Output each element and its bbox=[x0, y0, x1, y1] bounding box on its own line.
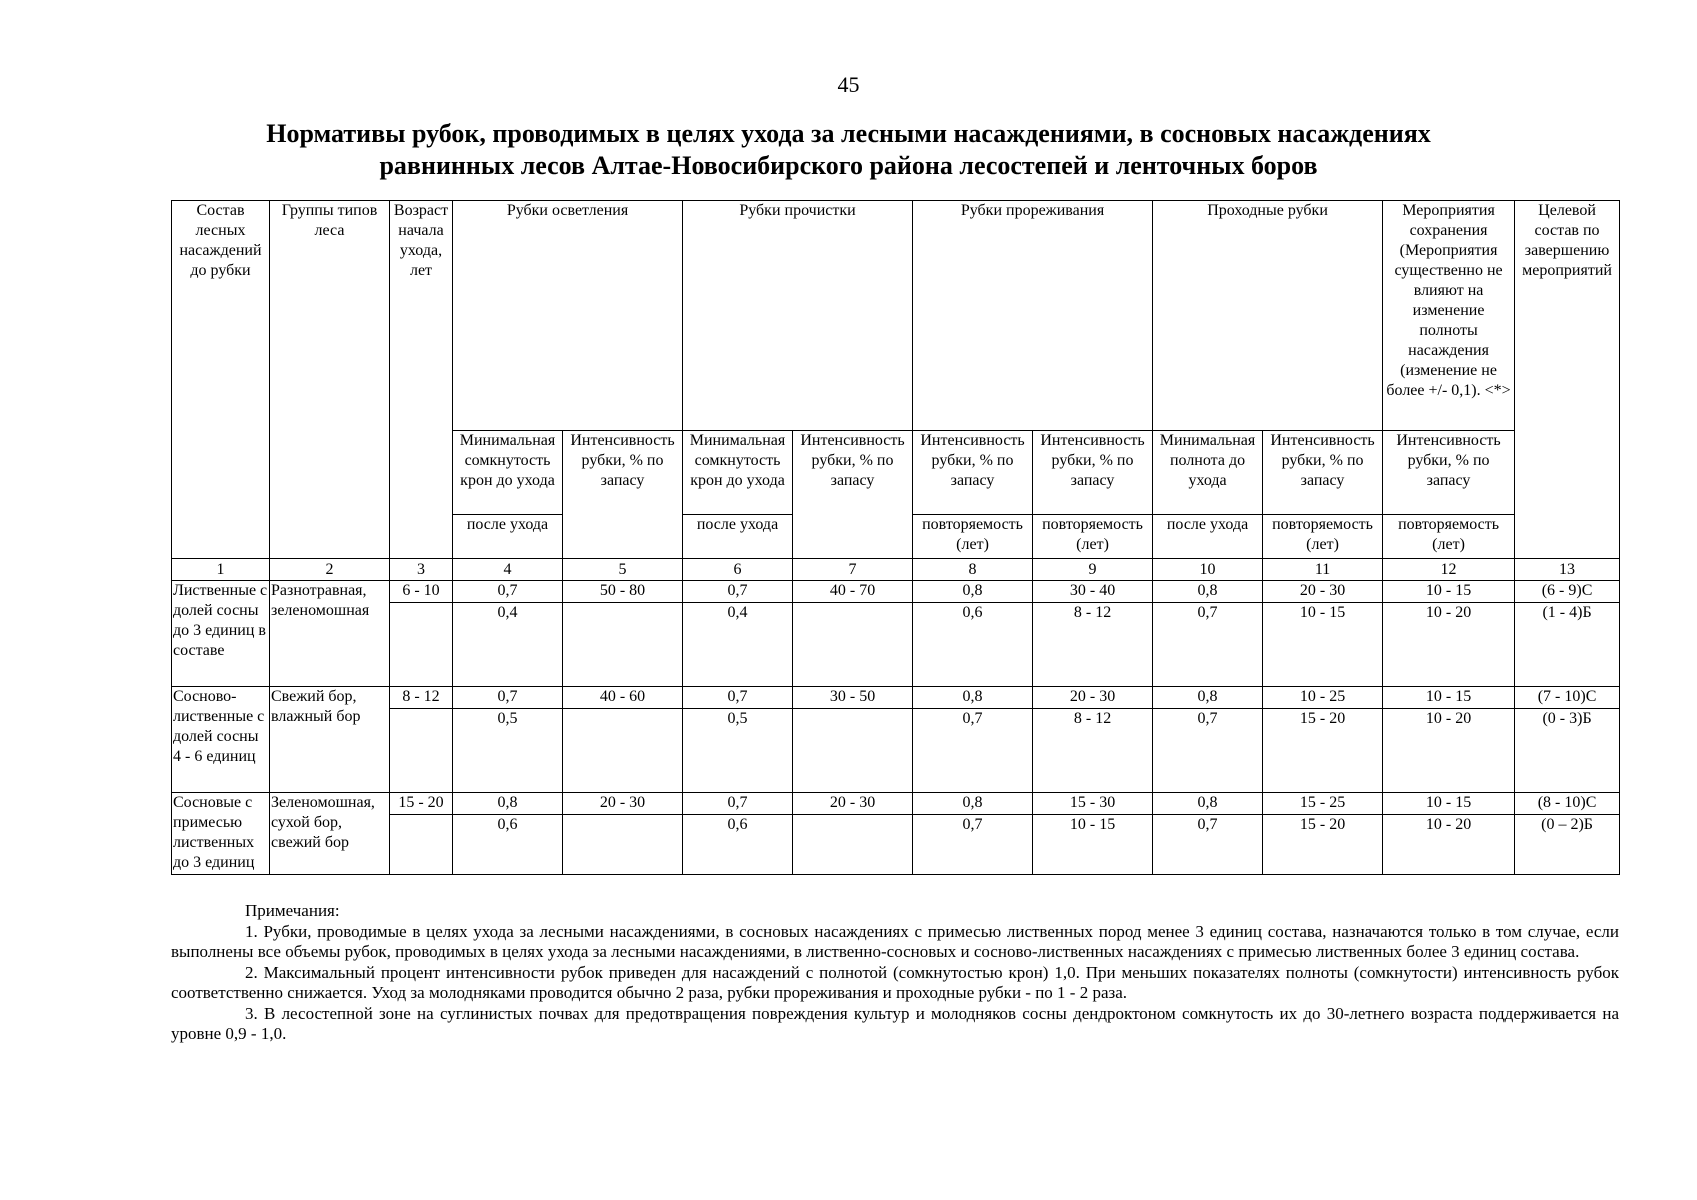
value-cell: 20 - 30 bbox=[1263, 581, 1383, 603]
header-recurrence: повторяемость (лет) bbox=[1033, 515, 1153, 559]
page-title bbox=[150, 118, 1547, 182]
value-cell bbox=[793, 815, 913, 875]
column-number: 3 bbox=[390, 559, 453, 581]
value-cell: 15 - 25 bbox=[1263, 793, 1383, 815]
header-after-care: после ухода bbox=[453, 515, 563, 559]
header-preservation: Мероприятия сохранения (Мероприятия существенно не влияют на изменение полноты насаждения (изменение не более +/- 0,1). <*> bbox=[1383, 201, 1515, 431]
target-cell: (1 - 4)Б bbox=[1515, 603, 1620, 687]
value-cell bbox=[793, 709, 913, 793]
table-row bbox=[172, 687, 1620, 709]
value-cell: 40 - 60 bbox=[563, 687, 683, 709]
value-cell: 0,5 bbox=[453, 709, 563, 793]
age-cell: 8 - 12 bbox=[390, 687, 453, 709]
column-number: 8 bbox=[913, 559, 1033, 581]
note-item: 2. Максимальный процент интенсивности рубок приведен для насаждений с полнотой (сомкнутостью крон) 1,0. При меньших показателях полноты (сомкнутости) интенсивность рубок соответственно снижается. Уход за молодняками проводится обычно 2 раза, рубки прореживания и проходные рубки - по 1 - 2 раза. bbox=[171, 962, 1619, 1002]
age-cell: 15 - 20 bbox=[390, 793, 453, 815]
value-cell: 0,6 bbox=[683, 815, 793, 875]
value-cell: 0,8 bbox=[1153, 581, 1263, 603]
target-cell: (6 - 9)С bbox=[1515, 581, 1620, 603]
value-cell: 30 - 50 bbox=[793, 687, 913, 709]
value-cell: 15 - 30 bbox=[1033, 793, 1153, 815]
value-cell: 0,8 bbox=[453, 793, 563, 815]
value-cell: 15 - 20 bbox=[1263, 709, 1383, 793]
value-cell: 0,6 bbox=[453, 815, 563, 875]
value-cell: 10 - 15 bbox=[1383, 687, 1515, 709]
value-cell: 0,8 bbox=[913, 793, 1033, 815]
header-recurrence: повторяемость (лет) bbox=[1383, 515, 1515, 559]
value-cell: 10 - 15 bbox=[1383, 793, 1515, 815]
header-age: Возраст начала ухода, лет bbox=[390, 201, 453, 559]
target-cell: (8 - 10)С bbox=[1515, 793, 1620, 815]
header-min-density: Минимальная полнота до ухода bbox=[1153, 431, 1263, 515]
forest-type-cell: Свежий бор, влажный бор bbox=[270, 687, 390, 793]
value-cell: 10 - 15 bbox=[1383, 581, 1515, 603]
column-number: 11 bbox=[1263, 559, 1383, 581]
value-cell: 0,8 bbox=[1153, 793, 1263, 815]
note-item: 3. В лесостепной зоне на суглинистых почвах для предотвращения повреждения культур и молодняков сосны дендроктоном сомкнутость их до 30-летнего возраста поддерживается на уровне 0,9 - 1,0. bbox=[171, 1003, 1619, 1043]
table-row bbox=[172, 581, 1620, 603]
age-cell: 6 - 10 bbox=[390, 581, 453, 603]
value-cell: 0,8 bbox=[1153, 687, 1263, 709]
header-intensity: Интенсивность рубки, % по запасу bbox=[1263, 431, 1383, 515]
header-intensity: Интенсивность рубки, % по запасу bbox=[563, 431, 683, 559]
title-line-2: равнинных лесов Алтае-Новосибирского района лесостепей и ленточных боров bbox=[379, 151, 1318, 180]
column-number: 4 bbox=[453, 559, 563, 581]
value-cell: 20 - 30 bbox=[793, 793, 913, 815]
value-cell: 0,7 bbox=[683, 687, 793, 709]
header-cleaning: Рубки прочистки bbox=[683, 201, 913, 431]
header-after-care: после ухода bbox=[683, 515, 793, 559]
value-cell: 10 - 20 bbox=[1383, 709, 1515, 793]
column-number: 12 bbox=[1383, 559, 1515, 581]
column-number: 1 bbox=[172, 559, 270, 581]
column-number: 5 bbox=[563, 559, 683, 581]
value-cell: 0,7 bbox=[453, 687, 563, 709]
header-after-care: после ухода bbox=[1153, 515, 1263, 559]
notes-heading: Примечания: bbox=[245, 901, 340, 920]
target-cell: (7 - 10)С bbox=[1515, 687, 1620, 709]
notes-section bbox=[171, 901, 1619, 1045]
composition-cell: Сосновые с примесью лиственных до 3 единиц bbox=[172, 793, 270, 875]
header-intensity: Интенсивность рубки, % по запасу bbox=[1383, 431, 1515, 515]
value-cell: 10 - 15 bbox=[1033, 815, 1153, 875]
value-cell: 0,7 bbox=[683, 581, 793, 603]
header-intensity: Интенсивность рубки, % по запасу bbox=[793, 431, 913, 559]
forest-type-cell: Зеленомошная, сухой бор, свежий бор bbox=[270, 793, 390, 875]
value-cell: 0,7 bbox=[683, 793, 793, 815]
value-cell: 20 - 30 bbox=[563, 793, 683, 815]
column-number: 10 bbox=[1153, 559, 1263, 581]
composition-cell: Лиственные с долей сосны до 3 единиц в составе bbox=[172, 581, 270, 687]
target-cell: (0 – 2)Б bbox=[1515, 815, 1620, 875]
value-cell: 8 - 12 bbox=[1033, 603, 1153, 687]
value-cell: 10 - 25 bbox=[1263, 687, 1383, 709]
value-cell bbox=[793, 603, 913, 687]
table-row bbox=[172, 793, 1620, 815]
target-cell: (0 - 3)Б bbox=[1515, 709, 1620, 793]
value-cell: 0,8 bbox=[913, 687, 1033, 709]
value-cell: 20 - 30 bbox=[1033, 687, 1153, 709]
column-number: 9 bbox=[1033, 559, 1153, 581]
value-cell: 0,7 bbox=[1153, 815, 1263, 875]
header-passage: Проходные рубки bbox=[1153, 201, 1383, 431]
value-cell: 0,7 bbox=[1153, 603, 1263, 687]
age-cell bbox=[390, 815, 453, 875]
header-clarification: Рубки осветления bbox=[453, 201, 683, 431]
age-cell bbox=[390, 603, 453, 687]
value-cell: 0,7 bbox=[913, 815, 1033, 875]
value-cell: 0,6 bbox=[913, 603, 1033, 687]
value-cell bbox=[563, 603, 683, 687]
header-recurrence: повторяемость (лет) bbox=[1263, 515, 1383, 559]
header-recurrence: повторяемость (лет) bbox=[913, 515, 1033, 559]
header-composition: Состав лесных насаждений до рубки bbox=[172, 201, 270, 559]
header-target: Целевой состав по завершению мероприятий bbox=[1515, 201, 1620, 559]
value-cell: 0,7 bbox=[453, 581, 563, 603]
composition-cell: Сосново-лиственные с долей сосны 4 - 6 единиц bbox=[172, 687, 270, 793]
value-cell bbox=[563, 815, 683, 875]
age-cell bbox=[390, 709, 453, 793]
value-cell: 0,8 bbox=[913, 581, 1033, 603]
table-row bbox=[172, 603, 1620, 687]
value-cell: 10 - 20 bbox=[1383, 603, 1515, 687]
header-thinning: Рубки прореживания bbox=[913, 201, 1153, 431]
value-cell: 8 - 12 bbox=[1033, 709, 1153, 793]
header-forest-types: Группы типов леса bbox=[270, 201, 390, 559]
value-cell: 0,7 bbox=[913, 709, 1033, 793]
value-cell: 0,7 bbox=[1153, 709, 1263, 793]
value-cell: 30 - 40 bbox=[1033, 581, 1153, 603]
header-intensity: Интенсивность рубки, % по запасу bbox=[1033, 431, 1153, 515]
forest-type-cell: Разнотравная, зеленомошная bbox=[270, 581, 390, 687]
column-number: 2 bbox=[270, 559, 390, 581]
title-line-1: Нормативы рубок, проводимых в целях ухода за лесными насаждениями, в сосновых насаждениях bbox=[266, 119, 1431, 148]
value-cell bbox=[563, 709, 683, 793]
header-min-closure: Минимальная сомкнутость крон до ухода bbox=[683, 431, 793, 515]
value-cell: 0,4 bbox=[683, 603, 793, 687]
column-number-row bbox=[172, 559, 1620, 581]
cutting-norms-table bbox=[171, 200, 1620, 875]
header-min-closure: Минимальная сомкнутость крон до ухода bbox=[453, 431, 563, 515]
column-number: 13 bbox=[1515, 559, 1620, 581]
page-number: 45 bbox=[837, 72, 860, 97]
value-cell: 0,5 bbox=[683, 709, 793, 793]
value-cell: 10 - 15 bbox=[1263, 603, 1383, 687]
value-cell: 40 - 70 bbox=[793, 581, 913, 603]
column-number: 6 bbox=[683, 559, 793, 581]
table-row bbox=[172, 815, 1620, 875]
value-cell: 50 - 80 bbox=[563, 581, 683, 603]
value-cell: 10 - 20 bbox=[1383, 815, 1515, 875]
value-cell: 0,4 bbox=[453, 603, 563, 687]
header-intensity: Интенсивность рубки, % по запасу bbox=[913, 431, 1033, 515]
column-number: 7 bbox=[793, 559, 913, 581]
note-item: 1. Рубки, проводимые в целях ухода за лесными насаждениями, в сосновых насаждениях с примесью лиственных пород менее 3 единиц состава, назначаются только в том случае, если выполнены все объемы рубок, проводимых в целях ухода за лесными насаждениями, в лиственно-сосновых и сосново-лиственных насаждениях с примесью лиственных более 3 единиц состава. bbox=[171, 921, 1619, 961]
value-cell: 15 - 20 bbox=[1263, 815, 1383, 875]
table-row bbox=[172, 709, 1620, 793]
